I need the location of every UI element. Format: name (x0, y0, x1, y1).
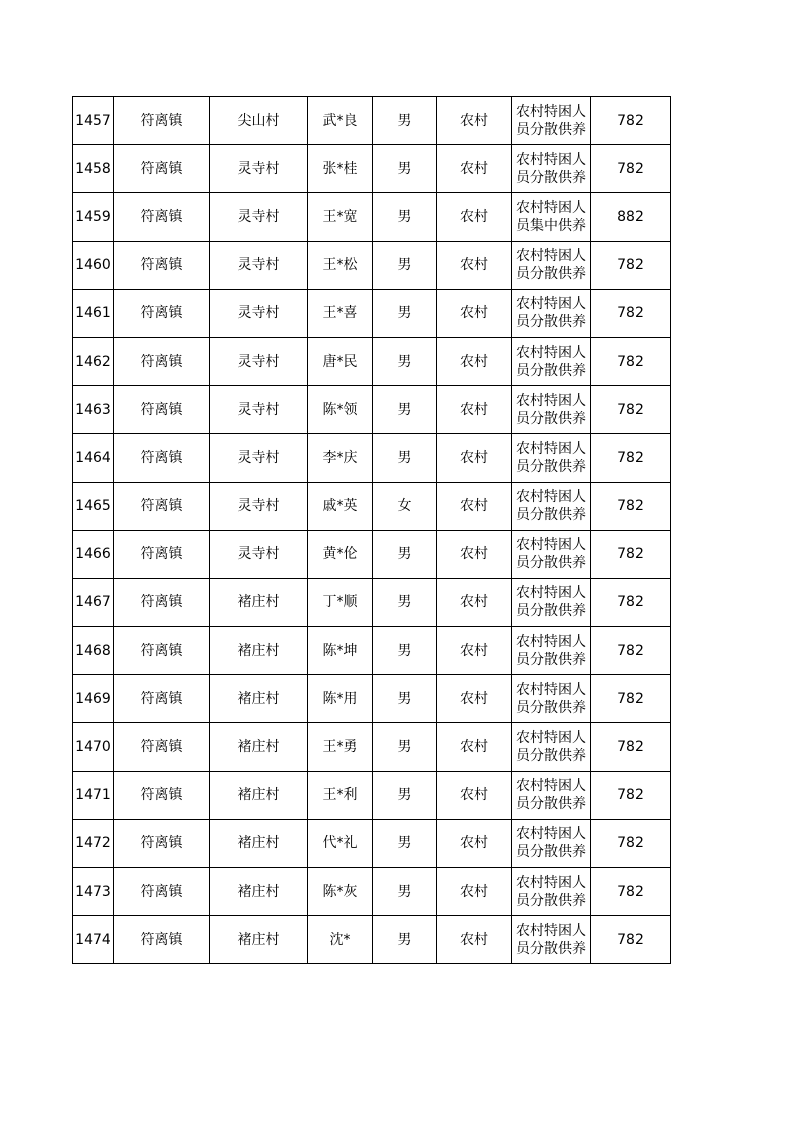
table-row (73, 337, 671, 385)
area-cell: 农村 (437, 482, 512, 530)
gender-cell: 男 (373, 819, 437, 867)
town-cell: 符离镇 (114, 819, 210, 867)
support-type-text: 农村特困人员分散供养 (516, 344, 586, 379)
row-number-cell: 1464 (73, 434, 114, 482)
area-cell: 农村 (437, 434, 512, 482)
area-cell: 农村 (437, 97, 512, 145)
row-number-cell: 1469 (73, 675, 114, 723)
person-name-cell: 陈*灰 (308, 868, 373, 916)
support-type-text: 农村特困人员分散供养 (516, 440, 586, 475)
amount-cell: 782 (591, 675, 671, 723)
row-number-cell: 1459 (73, 193, 114, 241)
village-cell: 尖山村 (210, 97, 308, 145)
support-type-cell (512, 241, 591, 289)
support-type-text: 农村特困人员分散供养 (516, 585, 586, 620)
gender-cell: 男 (373, 97, 437, 145)
row-number-cell: 1468 (73, 627, 114, 675)
amount-cell: 882 (591, 193, 671, 241)
area-cell: 农村 (437, 675, 512, 723)
row-number-cell: 1474 (73, 916, 114, 964)
person-name-cell: 王*宽 (308, 193, 373, 241)
town-cell: 符离镇 (114, 482, 210, 530)
table-row (73, 289, 671, 337)
support-type-cell (512, 434, 591, 482)
table-row (73, 578, 671, 626)
row-number-cell: 1458 (73, 145, 114, 193)
row-number-cell: 1460 (73, 241, 114, 289)
person-name-cell: 王*喜 (308, 289, 373, 337)
village-cell: 灵寺村 (210, 482, 308, 530)
person-name-cell: 代*礼 (308, 819, 373, 867)
support-type-cell (512, 771, 591, 819)
area-cell: 农村 (437, 337, 512, 385)
town-cell: 符离镇 (114, 241, 210, 289)
support-type-cell (512, 819, 591, 867)
town-cell: 符离镇 (114, 771, 210, 819)
area-cell: 农村 (437, 241, 512, 289)
table-row (73, 193, 671, 241)
gender-cell: 男 (373, 289, 437, 337)
support-type-cell (512, 675, 591, 723)
area-cell: 农村 (437, 771, 512, 819)
support-type-text: 农村特困人员分散供养 (516, 826, 586, 861)
support-type-cell (512, 482, 591, 530)
town-cell: 符离镇 (114, 627, 210, 675)
support-type-cell (512, 627, 591, 675)
gender-cell: 男 (373, 241, 437, 289)
support-type-text: 农村特困人员集中供养 (516, 199, 586, 234)
town-cell: 符离镇 (114, 193, 210, 241)
support-type-text: 农村特困人员分散供养 (516, 778, 586, 813)
area-cell: 农村 (437, 819, 512, 867)
support-type-cell (512, 868, 591, 916)
support-type-cell (512, 337, 591, 385)
gender-cell: 男 (373, 627, 437, 675)
support-type-text: 农村特困人员分散供养 (516, 151, 586, 186)
relief-roster-table (72, 96, 671, 964)
support-type-text: 农村特困人员分散供养 (516, 248, 586, 283)
support-type-text: 农村特困人员分散供养 (516, 874, 586, 909)
town-cell: 符离镇 (114, 289, 210, 337)
amount-cell: 782 (591, 241, 671, 289)
row-number-cell: 1471 (73, 771, 114, 819)
table-row (73, 482, 671, 530)
town-cell: 符离镇 (114, 434, 210, 482)
area-cell: 农村 (437, 386, 512, 434)
person-name-cell: 陈*坤 (308, 627, 373, 675)
town-cell: 符离镇 (114, 916, 210, 964)
village-cell: 灵寺村 (210, 386, 308, 434)
support-type-cell (512, 578, 591, 626)
village-cell: 褚庄村 (210, 723, 308, 771)
village-cell: 褚庄村 (210, 916, 308, 964)
area-cell: 农村 (437, 723, 512, 771)
gender-cell: 男 (373, 868, 437, 916)
gender-cell: 男 (373, 675, 437, 723)
village-cell: 灵寺村 (210, 145, 308, 193)
table-row (73, 386, 671, 434)
row-number-cell: 1465 (73, 482, 114, 530)
gender-cell: 男 (373, 145, 437, 193)
support-type-text: 农村特困人员分散供养 (516, 537, 586, 572)
amount-cell: 782 (591, 289, 671, 337)
support-type-text: 农村特困人员分散供养 (516, 730, 586, 765)
gender-cell: 男 (373, 771, 437, 819)
person-name-cell: 唐*民 (308, 337, 373, 385)
amount-cell: 782 (591, 530, 671, 578)
support-type-text: 农村特困人员分散供养 (516, 296, 586, 331)
area-cell: 农村 (437, 289, 512, 337)
town-cell: 符离镇 (114, 868, 210, 916)
area-cell: 农村 (437, 627, 512, 675)
support-type-text: 农村特困人员分散供养 (516, 681, 586, 716)
table-row (73, 675, 671, 723)
gender-cell: 男 (373, 434, 437, 482)
person-name-cell: 黄*伦 (308, 530, 373, 578)
person-name-cell: 李*庆 (308, 434, 373, 482)
area-cell: 农村 (437, 530, 512, 578)
village-cell: 褚庄村 (210, 578, 308, 626)
support-type-cell (512, 530, 591, 578)
area-cell: 农村 (437, 145, 512, 193)
amount-cell: 782 (591, 627, 671, 675)
area-cell: 农村 (437, 578, 512, 626)
table-row (73, 916, 671, 964)
table-row (73, 723, 671, 771)
table-row (73, 241, 671, 289)
gender-cell: 男 (373, 337, 437, 385)
amount-cell: 782 (591, 578, 671, 626)
table-row (73, 771, 671, 819)
table-row (73, 627, 671, 675)
town-cell: 符离镇 (114, 723, 210, 771)
gender-cell: 男 (373, 386, 437, 434)
village-cell: 灵寺村 (210, 434, 308, 482)
support-type-cell (512, 386, 591, 434)
row-number-cell: 1462 (73, 337, 114, 385)
support-type-text: 农村特困人员分散供养 (516, 633, 586, 668)
person-name-cell: 陈*用 (308, 675, 373, 723)
person-name-cell: 丁*顺 (308, 578, 373, 626)
row-number-cell: 1466 (73, 530, 114, 578)
row-number-cell: 1473 (73, 868, 114, 916)
person-name-cell: 戚*英 (308, 482, 373, 530)
amount-cell: 782 (591, 386, 671, 434)
area-cell: 农村 (437, 868, 512, 916)
row-number-cell: 1472 (73, 819, 114, 867)
town-cell: 符离镇 (114, 337, 210, 385)
amount-cell: 782 (591, 145, 671, 193)
village-cell: 灵寺村 (210, 289, 308, 337)
support-type-cell (512, 97, 591, 145)
gender-cell: 男 (373, 578, 437, 626)
town-cell: 符离镇 (114, 145, 210, 193)
village-cell: 褚庄村 (210, 675, 308, 723)
amount-cell: 782 (591, 868, 671, 916)
town-cell: 符离镇 (114, 97, 210, 145)
gender-cell: 男 (373, 193, 437, 241)
village-cell: 灵寺村 (210, 337, 308, 385)
amount-cell: 782 (591, 434, 671, 482)
town-cell: 符离镇 (114, 530, 210, 578)
table-row (73, 97, 671, 145)
support-type-cell (512, 916, 591, 964)
amount-cell: 782 (591, 97, 671, 145)
support-type-text: 农村特困人员分散供养 (516, 489, 586, 524)
village-cell: 褚庄村 (210, 868, 308, 916)
table-row (73, 145, 671, 193)
row-number-cell: 1457 (73, 97, 114, 145)
support-type-text: 农村特困人员分散供养 (516, 103, 586, 138)
gender-cell: 男 (373, 723, 437, 771)
gender-cell: 男 (373, 530, 437, 578)
row-number-cell: 1463 (73, 386, 114, 434)
person-name-cell: 王*松 (308, 241, 373, 289)
table-row (73, 868, 671, 916)
village-cell: 灵寺村 (210, 241, 308, 289)
amount-cell: 782 (591, 723, 671, 771)
row-number-cell: 1461 (73, 289, 114, 337)
area-cell: 农村 (437, 193, 512, 241)
support-type-cell (512, 723, 591, 771)
village-cell: 褚庄村 (210, 627, 308, 675)
person-name-cell: 张*桂 (308, 145, 373, 193)
support-type-cell (512, 289, 591, 337)
town-cell: 符离镇 (114, 386, 210, 434)
person-name-cell: 沈* (308, 916, 373, 964)
person-name-cell: 王*利 (308, 771, 373, 819)
amount-cell: 782 (591, 819, 671, 867)
amount-cell: 782 (591, 916, 671, 964)
amount-cell: 782 (591, 482, 671, 530)
village-cell: 灵寺村 (210, 530, 308, 578)
person-name-cell: 王*勇 (308, 723, 373, 771)
gender-cell: 女 (373, 482, 437, 530)
person-name-cell: 陈*领 (308, 386, 373, 434)
area-cell: 农村 (437, 916, 512, 964)
row-number-cell: 1467 (73, 578, 114, 626)
gender-cell: 男 (373, 916, 437, 964)
village-cell: 褚庄村 (210, 819, 308, 867)
village-cell: 褚庄村 (210, 771, 308, 819)
person-name-cell: 武*良 (308, 97, 373, 145)
table-row (73, 434, 671, 482)
amount-cell: 782 (591, 337, 671, 385)
town-cell: 符离镇 (114, 675, 210, 723)
table-row (73, 819, 671, 867)
row-number-cell: 1470 (73, 723, 114, 771)
table-row (73, 530, 671, 578)
support-type-cell (512, 193, 591, 241)
support-type-text: 农村特困人员分散供养 (516, 922, 586, 957)
support-type-cell (512, 145, 591, 193)
amount-cell: 782 (591, 771, 671, 819)
table-body (73, 97, 671, 964)
support-type-text: 农村特困人员分散供养 (516, 392, 586, 427)
town-cell: 符离镇 (114, 578, 210, 626)
village-cell: 灵寺村 (210, 193, 308, 241)
